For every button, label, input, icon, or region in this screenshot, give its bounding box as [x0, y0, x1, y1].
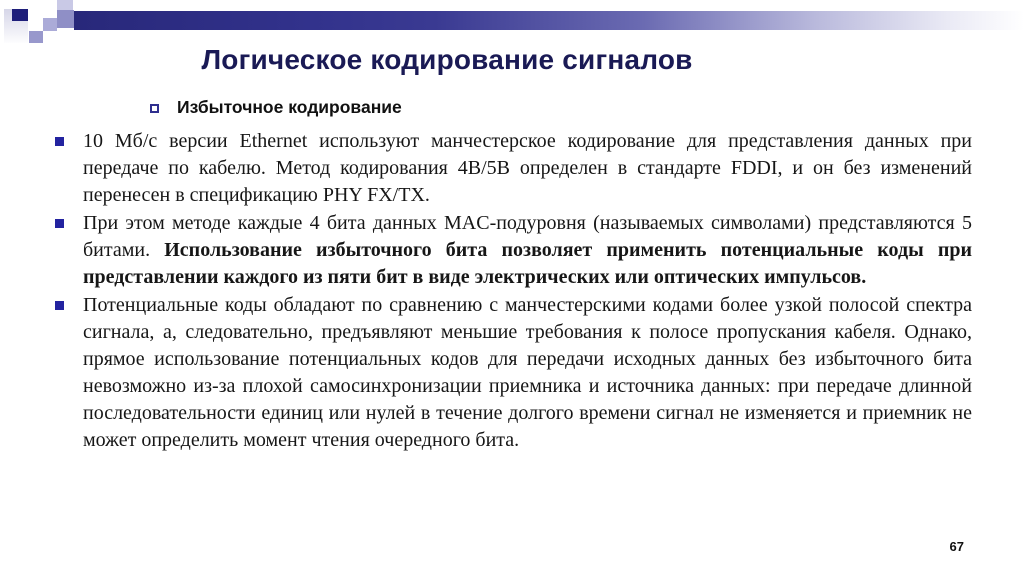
decor-small-square-icon	[29, 31, 43, 43]
bullet-text-bold: Использование избыточного бита позволяет применить потенциальные коды при представлении каждого из пяти бит в виде электрических или оптических импульсов.	[83, 239, 972, 288]
bullet-text: 10 Мб/с версии Ethernet используют манчестерское кодирование для представления данных при передаче по кабелю. Метод кодирования 4В/5В определен в стандарте FDDI, и он без изменений перенесен в спецификацию PHY FX/TX.	[83, 130, 972, 206]
subtitle-bullet	[150, 97, 402, 118]
page-title: Логическое кодирование сигналов	[201, 44, 693, 75]
square-bullet-icon	[55, 137, 64, 146]
bullet-paragraph	[83, 128, 972, 209]
decor-navy-square-icon	[12, 9, 28, 21]
subtitle-text: Избыточное кодирование	[177, 97, 402, 117]
bullet-item	[55, 210, 972, 291]
square-bullet-icon	[55, 301, 64, 310]
page-number: 67	[949, 539, 964, 554]
bullet-paragraph	[83, 292, 972, 454]
decor-mid-square-icon	[57, 10, 74, 28]
bullet-paragraph	[83, 210, 972, 291]
decor-mid-square2-icon	[43, 18, 57, 31]
decor-light-square-icon	[57, 0, 73, 10]
hollow-square-bullet-icon	[150, 104, 159, 113]
bullet-item	[55, 128, 972, 209]
square-bullet-icon	[55, 219, 64, 228]
bullet-text: При этом методе каждые 4 бита данных MAC-подуровня (называемых символами) представляются 5 битами.	[83, 212, 972, 261]
decor-gradient-bar	[74, 11, 1024, 30]
bullet-list	[55, 128, 972, 455]
bullet-item	[55, 292, 972, 454]
bullet-text: Потенциальные коды обладают по сравнению с манчестерскими кодами более узкой полосой спектра сигнала, а, следовательно, предъявляют меньшие требования к полосе пропускания кабеля. Однако, прямое использование потенциальных кодов для передачи исходных данных без избыточного бита невозможно из-за плохой самосинхронизации приемника и источника данных: при передаче длинной последовательности единиц или нулей в течение долгого времени сигнал не изменяется и приемник не может определить момент чтения очередного бита.	[83, 294, 972, 451]
